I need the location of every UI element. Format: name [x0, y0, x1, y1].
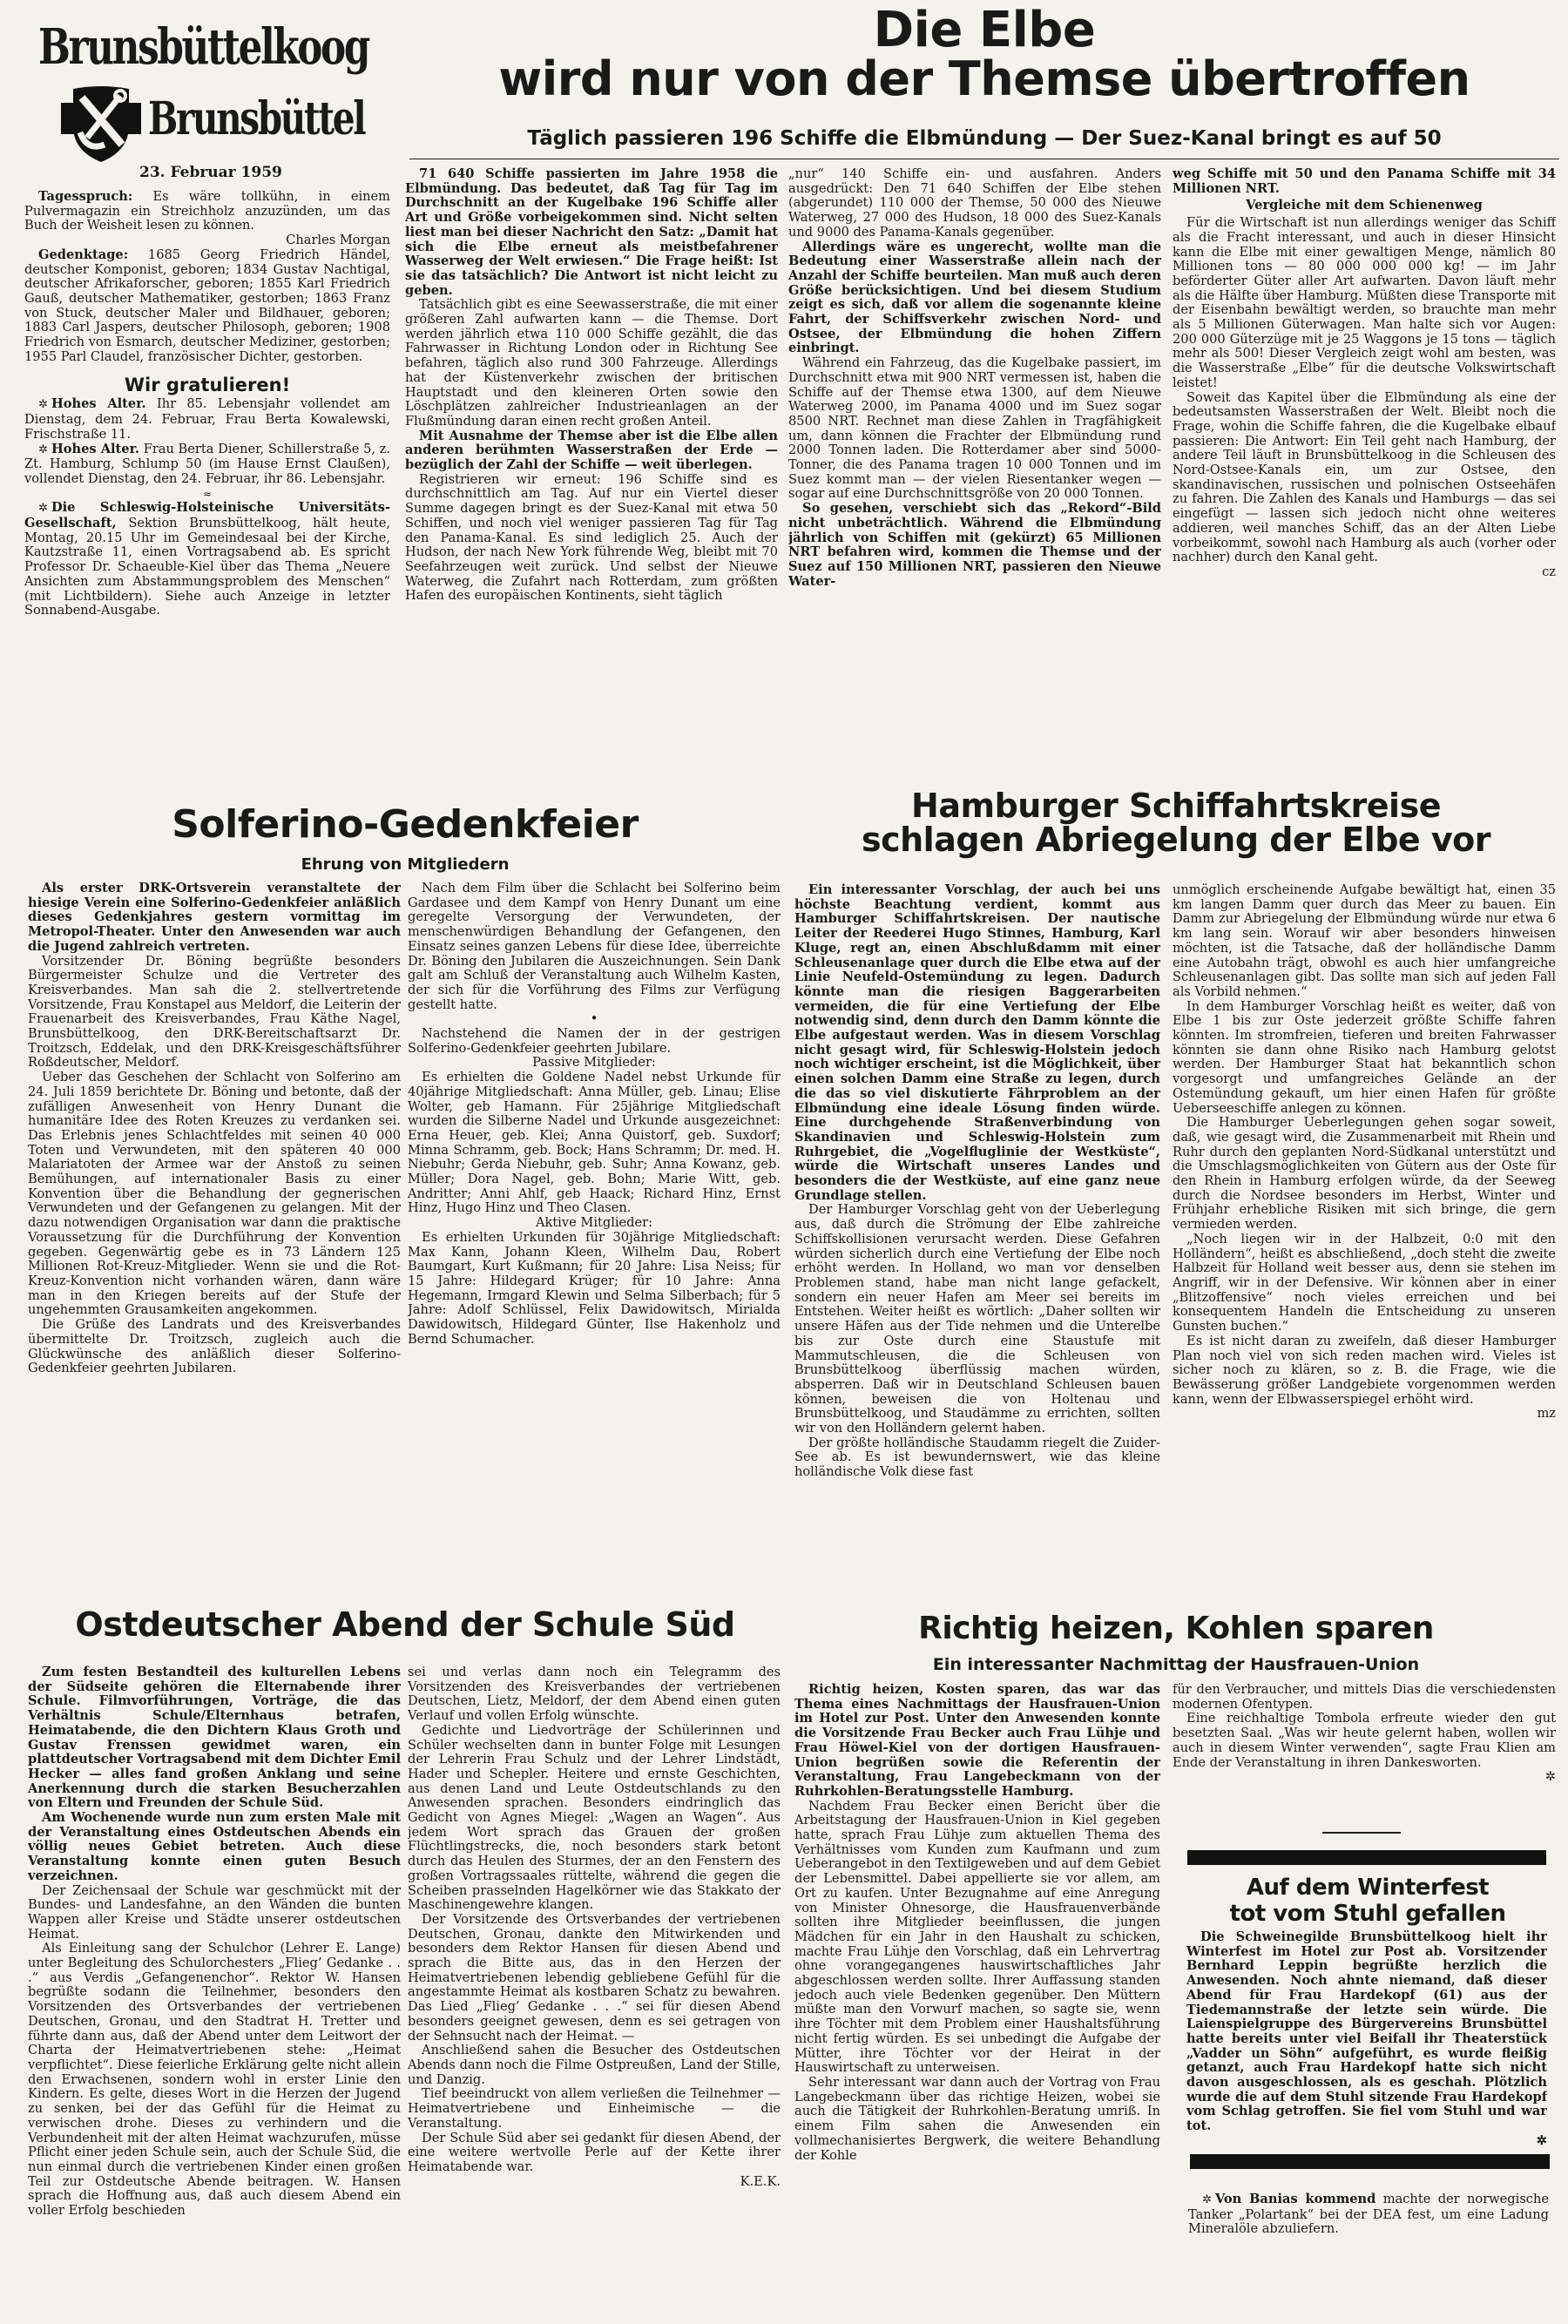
elbe-headline — [409, 2, 1559, 107]
solferino-column-1 — [28, 882, 401, 1591]
congrats-lead: Hohes Alter. — [51, 396, 146, 412]
paragraph: Sehr interessant war dann auch der Vortrag von Frau Langebeckmann über das richtige Heizen, wobei sie auch die Tätigkeit der Ruhrkohlen-Beratung umriß. In einem Film sahen die Anwesenden ein vollmechanisiertes Bergwerk, die weitere Behandlung der Kohle — [794, 2074, 1160, 2163]
author-signature: mz — [1537, 1406, 1556, 1422]
paragraph: Ein interessanter Vorschlag, der auch bei uns höchste Beachtung verdient, kommt aus Hamburger Schiffahrtskreisen. Der nautische Leiter der Reederei Hugo Stinnes, Hamburg, Karl Kluge, regt an, einen Abschlußdamm mit einer Schleusenanlage quer durch die Elbe etwa auf der Linie Neufeld-Ostemündung zu legen. Dadurch könnte man die riesigen Baggerarbeiten vermeiden, die für eine Vertiefung der Elbe notwendig sind, denn durch den Damm könnte die Elbe aufgestaut werden. Was in diesem Vorschlag nicht gesagt wird, für Schleswig-Holstein jedoch noch wichtiger erscheint, ist die Möglichkeit, über einen solchen Damm eine Straße zu legen, durch die das so viel diskutierte Fährproblem an der Elbmündung eine ideale Lösung finden würde. Eine durchgehende Straßenverbindung von Skandinavien und Schleswig-Holstein zum Ruhrgebiet, die „Vogelfluglinie der Westküste“, würde die Wirtschaft unseres Landes und besonders die der Westküste, auf eine ganz neue Grundlage stellen. — [794, 883, 1160, 1203]
paragraph: Der Zeichensaal der Schule war geschmückt mit der Bundes- und Landesfahne, an den Wänden die bunten Wappen aller Kreise und Städte unserer ostdeutschen Heimat. — [28, 1882, 401, 1942]
paragraph: In dem Hamburger Vorschlag heißt es weiter, daß von Elbe 1 bis zur Oste jederzeit größte Schiffe fahren könnten. Im stromfreien, tieferen und breiten Fahrwasser könnten sie dann ohne Risiko nach Hamburg gelotst werden. Der Hamburger Staat hat bekanntlich schon vorgesorgt und umfangreiches Gelände an der Ostemündung gekauft, um hier einen Hafen für größte Ueberseeschiffe anlegen zu können. — [1173, 998, 1556, 1116]
subheading: Aktive Mitglieder: — [535, 1215, 653, 1231]
elbe-column-1 — [405, 167, 778, 790]
memorial-paragraph — [24, 248, 390, 365]
hamburg-headline — [788, 789, 1564, 857]
ostdeutsch-column-1 — [28, 1665, 401, 2319]
star-icon: ✲ — [38, 502, 48, 516]
ostdeutsch-headline: Ostdeutscher Abend der Schule Süd — [75, 1605, 735, 1644]
separator-icon: ≈ — [202, 487, 213, 500]
tanker-text: machte der norwegische Tanker „Polartank“ bei der DEA fest, um eine Ladung Mineralöle abzuliefern. — [1188, 2192, 1549, 2237]
paragraph: Der größte holländische Staudamm riegelt die Zuider-See ab. Es ist bewundernswert, wie das kleine holländische Volk diese fast — [794, 1435, 1160, 1480]
hamburg-column-2 — [1173, 883, 1556, 1605]
paragraph: sei und verlas dann noch ein Telegramm des Vorsitzenden des Kreisverbandes der vertriebenen Deutschen, Lietz, Meldorf, der dem Abend einen guten Verlauf und vollen Erfolg wünschte. — [408, 1665, 781, 1724]
paragraph: Tief beeindruckt von allem verließen die Teilnehmer — Heimatvertriebene und Einheimische — die Veranstaltung. — [408, 2086, 781, 2131]
author-signature: cz — [1542, 564, 1556, 579]
paragraph: „nur“ 140 Schiffe ein- und ausfahren. Anders ausgedrückt: Den 71 640 Schiffen der Elbe stehen (abgerundet) 110 000 der Themse, 50 000 des Nieuwe Waterweg, 27 000 des Hudson, 18 000 des Suez-Kanals und 9000 des Panama-Kanals gegenüber. — [788, 167, 1161, 240]
author-signature: K.E.K. — [740, 2173, 781, 2189]
elbe-column-2 — [788, 167, 1161, 777]
hamburg-headline-line1: Hamburger Schiffahrtskreise — [911, 787, 1441, 825]
masthead-title-line1: Brunsbüttelkoog — [38, 18, 369, 76]
paragraph: Anschließend sahen die Besucher des Ostdeutschen Abends dann noch die Filme Ostpreußen, Land der Stille, und Danzig. — [408, 2043, 781, 2087]
heizen-column-1 — [794, 1683, 1160, 2319]
paragraph: Es erhielten Urkunden für 30jährige Mitgliedschaft: Max Kann, Johann Kleen, Wilhelm Dau, Robert Baumgart, Kurt Kußmann; für 20 Jahre: Lisa Neiss; für 15 Jahre: Hildegard Krüger; für 10 Jahre: Anna Hegemann, Irmgard Klewin und Selma Silberbach; für 5 Jahre: Adolf Schlüssel, Felix Dawidowitsch, Mirialda Dawidowitsch, Hildegard Günter, Ilse Hakenholz und Bernd Schumacher. — [408, 1229, 781, 1347]
paragraph: Am Wochenende wurde nun zum ersten Male mit der Veranstaltung eines Ostdeutschen Abends ein völlig neues Gebiet betreten. Auch diese Veranstaltung konnte einen guten Besuch verzeichnen. — [28, 1810, 401, 1883]
paragraph: Der Hamburger Vorschlag geht von der Ueberlegung aus, daß durch die Strömung der Elbe zahlreiche Schiffskollisionen verursacht werden. Diese Gefahren würden sicherlich durch eine Vertiefung der Elbe noch erhöht werden. In Holland, wo man vor denselben Problemen stand, habe man nicht lange gefackelt, sondern ein neuer Hafen am Meer sei bereits im Entstehen. Weiter heißt es wörtlich: „Daher sollten wir unsere Häfen aus der Tide nehmen und die Unterelbe bis zur Oste durch eine Staustufe mit Mammutschleusen, die die Schleusen von Brunsbüttelkoog überflüssig machen würden, absperren. Daß wir in Deutschland Schleusen bauen können, beweisen die von Holtenau und Brunsbüttelkoog, und Staudämme zu errichten, sollten wir von den Holländern gelernt haben. — [794, 1202, 1160, 1436]
paragraph: Eine reichhaltige Tombola erfreute wieder den gut besetzten Saal. „Was wir heute gelernt haben, wollen wir auch in diesem Winter verwenden“, sagte Frau Klien am Ende der Veranstaltung in ihren Dankesworten. — [1173, 1711, 1556, 1770]
university-notice — [24, 501, 390, 618]
paragraph: Richtig heizen, Kosten sparen, das war das Thema eines Nachmittags der Hausfrauen-Union im Hotel zur Post. Unter den Anwesenden konnte die Vorsitzende Frau Becker auch Frau Lühje und Frau Höwel-Kiel von der dortigen Hausfrauen-Union begrüßen sowie die Referentin der Veranstaltung, Frau Langebeckmann von der Ruhrkohlen-Beratungsstelle Hamburg. — [794, 1683, 1160, 1799]
paragraph: Es ist nicht daran zu zweifeln, daß dieser Hamburger Plan noch viel von sich reden machen wird. Vieles ist sicher noch zu klären, so z. B. die Frage, wie die Bewässerung größer Landgebiete vorgenommen werden kann, wenn der Elbwasserspiegel erhöht wird. — [1173, 1333, 1556, 1407]
paragraph: Mit Ausnahme der Themse aber ist die Elbe allen anderen berühmten Wasserstraßen der Erde — bezüglich der Zahl der Schiffe — weit überlegen. — [405, 428, 778, 473]
paragraph: Zum festen Bestandteil des kulturellen Lebens der Südseite gehören die Elternabende ihrer Schule. Filmvorführungen, Vorträge, die das Verhältnis Schule/Elternhaus betrafen, Heimatabende, die den Dichtern Klaus Groth und Gustav Frenssen gewidmet waren, ein plattdeutscher Vortragsabend mit dem Dichter Emil Hecker — alles fand großen Anklang und seine Anerkennung durch die starken Besucherzahlen von Eltern und Freunden der Schule Süd. — [28, 1665, 401, 1811]
elbe-subtitle: Täglich passieren 196 Schiffe die Elbmündung — Der Suez-Kanal bringt es auf 50 — [527, 127, 1442, 150]
paragraph — [1188, 2192, 1549, 2237]
heizen-column-2 — [1173, 1683, 1556, 1814]
bullet-icon: • — [590, 1011, 598, 1027]
hamburg-headline-line2: schlagen Abriegelung der Elbe vor — [861, 820, 1491, 859]
heizen-headline: Richtig heizen, Kohlen sparen — [918, 1611, 1434, 1646]
paragraph: unmöglich erscheinende Aufgabe bewältigt hat, einen 35 km langen Damm quer durch das Meer zu bauen. Ein Damm zur Abriegelung der Elbmündung würde nur etwa 6 km lang sein. Worauf wir aber besonders hinweisen möchten, ist die Tatsache, daß der holländische Damm eine Autobahn trägt, obwohl es auch hier umfangreiche Schleusenanlagen gibt. Das sollte man sich auf jeden Fall als Vorbild nehmen.“ — [1173, 883, 1556, 999]
paragraph: „Noch liegen wir in der Halbzeit, 0:0 mit den Holländern“, heißt es abschließend, „doch steht die zweite Halbzeit für Holland weit besser aus, denn sie stehen im Angriff, wir in der Defensive. Wir können aber in einer „Blitzoffensive“ noch vieles erreichen und bei konsequentem Handeln die Entscheidung zu unseren Gunsten buchen.“ — [1173, 1231, 1556, 1334]
masthead-title-line2: Brunsbüttel — [148, 92, 365, 145]
congrats-text: Ihr 85. Lebensjahr vollendet am Dienstag, dem 24. Februar, Frau Berta Kowalewski, Frischstraße 11. — [24, 396, 390, 442]
paragraph: Für die Wirtschaft ist nun allerdings weniger das Schiff als die Fracht interessant, und auch in dieser Hinsicht kann die Elbe mit einer gewaltigen Menge, nämlich 80 Millionen tons — 80 000 000 000 kg! — im Jahr beförderter Güter aller Art aufwarten. Davon läuft mehr als die Hälfte über Hamburg. Müßten diese Transporte mit der Eisenbahn bewältigt werden, so brauchte man mehr als 5 Millionen Güterwagen. Man halte sich vor Augen: 200 000 Güterzüge mit je 25 Waggons je 15 tons — täglich mehr als 500! Dieser Vergleich zeigt wohl am besten, was die Wasserstraße „Elbe“ für die deutsche Volkswirtschaft leistet! — [1173, 215, 1556, 390]
paragraph: weg Schiffe mit 50 und den Panama Schiffe mit 34 Millionen NRT. — [1173, 167, 1556, 196]
coat-of-arms-icon — [61, 84, 141, 164]
congrats-item — [24, 397, 390, 442]
paragraph: Die Hamburger Ueberlegungen gehen sogar soweit, daß, wie gesagt wird, die Zusammenarbeit mit Rhein und Ruhr durch den geplanten Nord-Südkanal unterstützt und die Umschlagsmöglichkeiten von Gütern aus der Oste für den Rhein in Hamburg erfolgen würde, da der Seeweg durch die Nordsee besonders im Herbst, Winter und Frühjahr erhebliche Risiken mit sich bringe, die gern vermieden werden. — [1173, 1115, 1556, 1233]
paragraph: So gesehen, verschiebt sich das „Rekord“-Bild nicht unbeträchtlich. Während die Elbmündung jährlich von Schiffen mit (gekürzt) 65 Millionen NRT befahren wird, kommen die Themse und der Suez auf 150 Millionen NRT, passieren den Nieuwe Water- — [788, 501, 1161, 589]
star-icon: ✲ — [1536, 2132, 1547, 2148]
congrats-heading: Wir gratulieren! — [124, 375, 291, 396]
subheading: Passive Mitglieder: — [532, 1055, 656, 1071]
paragraph: Der Schule Süd aber sei gedankt für diesen Abend, der eine weitere wertvolle Perle auf der Kette ihrer Heimatabende war. — [408, 2130, 781, 2174]
paragraph: Gedichte und Liedvorträge der Schülerinnen und Schüler wechselten dann in bunter Folge mit Lesungen der Lehrerin Frau Schulz und der Lehrer Lindstädt, Hader und Schepler. Heitere und ernste Geschichten, aus denen Land und Leute Ostdeutschlands zu den Anwesenden sprachen. Besonders eindringlich das Gedicht von Agnes Miegel: „Wagen an Wagen“. Aus jedem Wort sprach das Grauen der großen Flüchtlingstrecks, die, noch besonders stark betont durch das Heulen des Sturmes, der an den Fenstern des großen Vortragssaales rüttelte, während die gegen die Scheiben prasselnden Hagelkörner wie das Stakkato der Maschinengewehre klangen. — [408, 1722, 781, 1913]
paragraph: Die Schweinegilde Brunsbüttelkoog hielt ihr Winterfest im Hotel zur Post ab. Vorsitzender Bernhard Leppin begrüßte herzlich die Anwesenden. Noch ahnte niemand, daß dieser Abend für Frau Hardekopf (61) aus der Tiedemannstraße der letzte sein würde. Die Laienspielgruppe des Bürgervereins Brunsbüttel hatte bereits unter viel Beifall ihr Theaterstück „Vadder un Söhn“ aufgeführt, es wurde fleißig getanzt, auch Frau Hardekopf hatte sich nicht davon ausgeschlossen, als es geschah. Plötzlich wurde die auf dem Stuhl sitzende Frau Hardekopf vom Schlag getroffen. Sie fiel vom Stuhl und war tot. — [1186, 1930, 1547, 2134]
congrats-text: Frau Berta Diener, Schillerstraße 5, z. Zt. Hamburg, Schlump 50 (im Hause Ernst Claußen), vollendet Dienstag, den 24. Februar, ihr 86. Lebensjahr. — [24, 441, 390, 486]
paragraph: Als Einleitung sang der Schulchor (Lehrer E. Lange) unter Begleitung des Schulorchesters „Flieg’ Gedanke . . .“ aus Verdis „Gefangenenchor“. Rektor W. Hansen begrüßte sodann die Teilnehmer, besonders den Vorsitzenden des Ortsverbandes der vertriebenen Deutschen, Gronau, und den Stadtrat H. Tretter und führte dann aus, daß der Abend unter dem Leitwort der Charta der Heimatvertriebenen stehe: „Heimat verpflichtet“. Diese feierliche Erklärung gelte nicht allein den Erwachsenen, sondern wohl in erster Linie den Kindern. Es gelte, dieses Wort in die Herzen der Jugend zu senken, bei der das Gefühl für die Heimat zu verwischen drohe. Dieses zu verhindern und die Verbundenheit mit der alten Heimat wachzurufen, müsse Pflicht einer jeden Schule sein, auch der Schule Süd, die nun einmal durch die vertriebenen Kinder einen großen Teil zur Ostdeutsche Abende beitragen. W. Hansen sprach die Hoffnung aus, daß auch diesem Abend ein voller Erfolg beschieden — [28, 1941, 401, 2219]
paragraph: für den Verbraucher, und mittels Dias die verschiedensten modernen Ofentypen. — [1173, 1683, 1556, 1712]
heizen-subtitle: Ein interessanter Nachmittag der Hausfrauen-Union — [932, 1655, 1420, 1674]
ostdeutsch-column-2 — [408, 1665, 781, 2319]
star-icon: ✲ — [38, 443, 48, 456]
paragraph: Während ein Fahrzeug, das die Kugelbake passiert, im Durchschnitt etwa mit 900 NRT vermessen ist, haben die Schiffe auf der Themse etwa 1300, auf dem Nieuwe Waterweg 2000, im Panama 4000 und im Suez sogar 8500 NRT. Rechnet man diese Zahlen in Tragfähigkeit um, dann können die Frachter der Elbmündung rund 2000 Tonnen laden. Die Rotterdamer aber sind 5000-Tonner, die des Panama tragen 10 000 Tonnen und im Suez kommt man — der vielen Riesentanker wegen — sogar auf eine Durchschnittsgröße von 20 000 Tonnen. — [788, 355, 1161, 502]
memorial-label: Gedenktage: — [38, 247, 129, 262]
paragraph: 71 640 Schiffe passierten im Jahre 1958 die Elbmündung. Das bedeutet, daß Tag für Tag im Durchschnitt an der Kugelbake 196 Schiffe aller Art und Größe vorbeigekommen sind. Nicht selten liest man bei dieser Nachricht den Satz: „Damit hat sich die Elbe erneut als meistbefahrener Wasserweg der Welt erwiesen.“ Die Frage heißt: Ist sie das tatsächlich? Die Antwort ist nicht leicht zu geben. — [405, 167, 778, 298]
paragraph: Nach dem Film über die Schlacht bei Solferino beim Gardasee und dem Kampf von Henry Dunant um eine geregelte Versorgung der Verwundeten, der menschenwürdigen Behandlung der Gefangenen, den Einsatz seines ganzen Lebens für diese Idee, überreichte Dr. Böning den Jubilaren die Auszeichnungen. Sein Dank galt am Schluß der Veranstaltung auch Wilhelm Kasten, der sich für die Vorführung des Films zur Verfügung gestellt hatte. — [408, 882, 781, 1012]
paragraph: Als erster DRK-Ortsverein veranstaltete der hiesige Verein eine Solferino-Gedenkfeier anläßlich dieses Gedenkjahres gestern vormittag im Metropol-Theater. Unter den Anwesenden war auch die Jugend zahlreich vertreten. — [28, 882, 401, 954]
paragraph: Der Vorsitzende des Ortsverbandes der vertriebenen Deutschen, Gronau, dankte den Mitwirkenden und besonders dem Rektor Hansen für diesen Abend und sprach die Bitte aus, das in den Herzen der Heimatvertriebenen lebendig gebliebene Gefühl für die angestammte Heimat als kostbaren Schatz zu bewahren. Das Lied „Flieg’ Gedanke . . .“ sei für diesen Abend besonders geeignet gewesen, denn es sei getragen von der Sehnsucht nach der Heimat. — — [408, 1911, 781, 2044]
tanker-lead: Von Banias kommend — [1214, 2192, 1376, 2206]
paragraph: Allerdings wäre es ungerecht, wollte man die Bedeutung einer Wasserstraße allein nach der Anzahl der Schiffe beurteilen. Man muß auch deren Größe berücksichtigen. Und bei diesem Studium zeigt es sich, daß vor allem die sogenannte kleine Fahrt, der Schiffsverkehr zwischen Nord- und Ostsee, der Elbmündung die hohen Ziffern einbringt. — [788, 239, 1161, 356]
paragraph: Es erhielten die Goldene Nadel nebst Urkunde für 40jährige Mitgliedschaft: Anna Müller, geb. Linau; Elise Wolter, geb Hamann. Für 25jährige Mitgliedschaft wurden die Silberne Nadel und Urkunde ausgezeichnet: Erna Heuer, geb. Klei; Anna Quistorf, geb. Suxdorf; Minna Schramm, geb. Bock; Hans Schramm; Dr. med. H. Niebuhr; Gerda Niebuhr, geb. Suhr; Anna Kowanz, geb. Müller; Dora Nagel, geb. Bohn; Marie Witt, geb. Andritter; Anni Ahlf, geb Haack; Richard Hinz, Ernst Hinz, Hugo Hinz und Theo Clasen. — [408, 1070, 781, 1216]
paragraph: Registrieren wir erneut: 196 Schiffe sind es durchschnittlich am Tag. Auf nur ein Viertel dieser Summe dagegen bringt es der Suez-Kanal mit etwa 50 Schiffen, und noch viel weniger passieren Tag für Tag den Panama-Kanal. Es sind lediglich 25. Auch der Hudson, der nach New York führende Weg, bleibt mit 70 Seefahrzeugen weit zurück. Und selbst der Nieuwe Waterweg, die Zufahrt nach Rotterdam, zum größten Hafen des europäischen Kontinents, sieht täglich — [405, 471, 778, 604]
elbe-headline-line1: Die Elbe — [873, 2, 1096, 58]
paragraph: Nachdem Frau Becker einen Bericht über die Arbeitstagung der Hausfrauen-Union in Kiel gegeben hatte, sprach Frau Lühje zum aktuellen Thema des Verhältnisses vom Kunden zum Kaufmann und zum Ueberangebot in den Textilgeweben und auf dem Gebiet der Lebensmittel. Dabei appellierte sie vor allem, am Ort zu kaufen. Unter Bezugnahme auf eine Anregung von Minister Ohnesorge, die Hausfrauenverbände sollten ihre Mitglieder beeinflussen, die jungen Mädchen für ein Jahr in den Haushalt zu schicken, machte Frau Lühje den Vorschlag, daß ein Lehrvertrag ohne vorangegangenes hauswirtschaftliches Jahr abgeschlossen werden sollte. Ihrer Auffassung standen jedoch auch viele Bedenken gegenüber. Den Müttern müßte man den Vorwurf machen, so sagte sie, wenn ihre Töchter mit dem Problem einer Haushaltsführung nicht fertig würden. Es sei unbedingt die Aufgabe der Mütter, ihre Töchter vor der Heirat in der Hauswirtschaft zu unterweisen. — [794, 1798, 1160, 2076]
solferino-headline: Solferino-Gedenkfeier — [172, 802, 639, 847]
winterfest-headline — [1180, 1875, 1555, 1927]
memorial-text: 1685 Georg Friedrich Händel, deutscher Komponist, geboren; 1834 Gustav Nachtigal, deutscher Afrikaforscher, geboren; 1855 Karl Friedrich Gauß, deutscher Mathematiker, gestorben; 1863 Franz von Stuck, deutscher Maler und Bildhauer, geboren; 1883 Carl Jaspers, deutscher Philosoph, geboren; 1908 Friedrich von Esmarch, deutscher Mediziner, gestorben; 1955 Parl Claudel, französischer Dichter, gestorben. — [24, 247, 390, 364]
sidebar-column — [24, 190, 390, 791]
motto-paragraph — [24, 190, 390, 233]
university-text: Sektion Brunsbüttelkoog, hält heute, Montag, 20.15 Uhr im Gemeindesaal bei der Kirche, Kautzstraße 11, einen Vortragsabend ab. Es spricht Professor Dr. Schaeuble-Kiel über das Thema „Neuere Ansichten zum Abstammungsproblem des Menschen“ (mit Lichtbildern). Siehe auch Anzeige in letzter Sonnabend-Ausgabe. — [24, 516, 390, 618]
winterfest-body — [1186, 1930, 1547, 2148]
elbe-headline-line2: wird nur von der Themse übertroffen — [498, 51, 1470, 107]
motto-author: Charles Morgan — [286, 233, 390, 248]
star-icon: ✲ — [1544, 1769, 1556, 1785]
motto-text: Es wäre tollkühn, in einem Pulvermagazin ein Streichholz anzuzünden, um das Buch der Weisheit lesen zu können. — [24, 190, 390, 233]
paragraph: Nachstehend die Namen der in der gestrigen Solferino-Gedenkfeier geehrten Jubilare. — [408, 1026, 781, 1056]
masthead — [26, 17, 392, 183]
paragraph: Die Grüße des Landrats und des Kreisverbandes übermittelte Dr. Troitzsch, zugleich auch die Glückwünsche des anläßlich dieser Solferino-Gedenkfeier geehrten Jubilaren. — [28, 1317, 401, 1376]
tanker-notice — [1188, 2192, 1549, 2271]
solferino-subtitle: Ehrung von Mitgliedern — [301, 855, 510, 874]
elbe-column-3 — [1173, 167, 1556, 777]
box-top-bar — [1187, 1850, 1546, 1865]
star-icon: ✲ — [1202, 2193, 1212, 2206]
subheading: Vergleiche mit dem Schienenweg — [1246, 198, 1483, 213]
university-lead: Die Schleswig-Holsteinische Universitäts-Gesellschaft, — [24, 500, 390, 531]
masthead-date: 23. Februar 1959 — [139, 164, 282, 181]
motto-label: Tagesspruch: — [38, 190, 133, 204]
solferino-column-2 — [408, 882, 781, 1591]
box-bottom-bar — [1190, 2154, 1550, 2169]
paragraph: Tatsächlich gibt es eine Seewasserstraße, die mit einer größeren Zahl aufwarten kann — die Themse. Dort werden jährlich etwa 110 000 Schiffe gezählt, die das Fahrwasser in Richtung London oder in Richtung See befahren, täglich also rund 300 Fahrzeuge. Allerdings hat der Küstenverkehr zwischen der britischen Hauptstadt und den kleineren Orten sowie den Löschplätzen zahlreicher Industrieanlagen an der Flußmündung daran einen recht großen Anteil. — [405, 297, 778, 429]
congrats-lead: Hohes Alter. — [51, 441, 140, 456]
winterfest-headline-line1: Auf dem Winterfest — [1246, 1875, 1490, 1901]
winterfest-headline-line2: tot vom Stuhl gefallen — [1229, 1901, 1506, 1927]
hamburg-column-1 — [794, 883, 1160, 1605]
paragraph: Vorsitzender Dr. Böning begrüßte besonders Bürgermeister Schulze und die Vertreter des Kreisverbandes. Man sah die 2. stellvertretende Vorsitzende, Frau Konstapel aus Meldorf, die Leiterin der Frauenarbeit des Kreisverbandes, Frau Käthe Nagel, Brunsbüttelkoog, den DRK-Bereitschaftsarzt Dr. Troitzsch, Eddelak, und den DRK-Kreisgeschäftsführer Roßdeutscher, Meldorf. — [28, 953, 401, 1071]
paragraph: Ueber das Geschehen der Schlacht von Solferino am 24. Juli 1859 berichtete Dr. Böning und betonte, daß der zufälligen Anwesenheit von Henry Dunant die humanitäre Idee des Roten Kreuzes zu verdanken sei. Das Erlebnis jenes Schlachtfeldes mit seinen 40 000 Toten und Verwundeten, mit den späteren 40 000 Malariatoten der Armee war der Anstoß zu seinen Bemühungen, auf internationaler Basis zu einer Konvention über die Behandlung der gegnerischen Verwundeten und der Gefangenen zu gelangen. Mit der dazu notwendigen Organisation war dann die praktische Voraussetzung für die Durchführung der Konvention gegeben. Gegenwärtig gebe es in 73 Ländern 125 Millionen Rot-Kreuz-Mitglieder. Wenn sie und die Rot-Kreuz-Konvention nicht vorhanden wären, dann wäre man in den Kriegen bereits auf der Stufe der ungehemmten Grausamkeiten angekommen. — [28, 1070, 401, 1318]
congrats-item — [24, 443, 390, 487]
divider — [1322, 1832, 1401, 1834]
star-icon: ✲ — [38, 398, 48, 412]
paragraph: Soweit das Kapitel über die Elbmündung als eine der bedeutsamsten Wasserstraßen der Welt. Bleibt noch die Frage, wohin die Schiffe fahren, die die Kugelbake elbauf passieren: Die Antwort: Ein Teil geht nach Hamburg, der andere Teil läuft in Brunsbüttelkoog in die Schleusen des Nord-Ostsee-Kanals ein, um zur Ostsee, den skandinavischen, russischen und polnischen Ostseehäfen zu fahren. Die Zahlen des Kanals und Hamburgs — das sei eingefügt — lassen sich jedoch nicht ohne weiteres addieren, weil manches Schiff, das an der Alten Liebe vorbeikommt, sowohl nach Hamburg als auch (vorher oder nachher) durch den Kanal geht. — [1173, 389, 1556, 565]
